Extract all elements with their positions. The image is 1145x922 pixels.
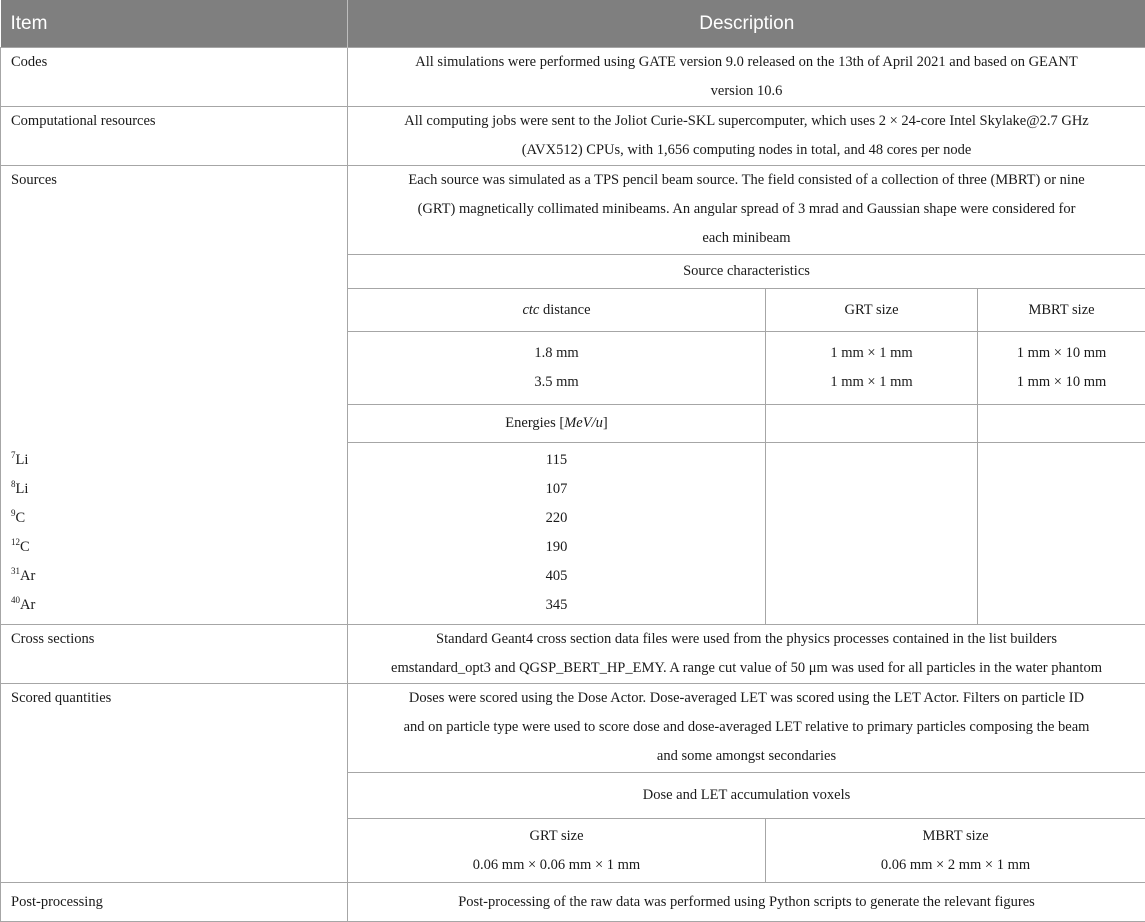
energy-c9: 220	[348, 504, 765, 533]
energy-li8: 107	[348, 475, 765, 504]
voxel-mbrt	[766, 819, 1145, 883]
energies-label-prefix: Energies [	[505, 415, 564, 431]
energy-li7: 115	[348, 446, 765, 475]
desc-scored-line2: and on particle type were used to score dose and dose-averaged LET relative to primary particles composing the beam	[354, 713, 1139, 742]
col-ctc-distance	[348, 289, 766, 332]
table-row-ions	[1, 443, 1145, 625]
energies-label	[348, 405, 766, 443]
ion-c9-mass: 9	[11, 508, 16, 518]
desc-sources-line3: each minibeam	[354, 224, 1139, 253]
energies-label-unit: MeV/u	[564, 415, 603, 431]
desc-scored-line3: and some amongst secondaries	[354, 742, 1139, 771]
ions-mbrt-empty	[978, 443, 1145, 625]
table-row-codes	[1, 48, 1145, 107]
table-row-computational	[1, 107, 1145, 166]
desc-scored-quantities	[348, 684, 1145, 773]
energy-values	[348, 443, 766, 625]
ion-c9-symbol: C	[16, 510, 26, 526]
item-codes: Codes	[1, 48, 348, 107]
item-sources: Sources	[1, 166, 348, 443]
desc-sources-line2: (GRT) magnetically collimated minibeams. An angular spread of 3 mrad and Gaussian shape were considered for	[354, 195, 1139, 224]
ion-ar40	[11, 591, 337, 620]
ion-ar31-symbol: Ar	[20, 568, 35, 584]
ion-li7-symbol: Li	[16, 452, 29, 468]
ctc-values	[348, 332, 766, 405]
desc-codes	[348, 48, 1145, 107]
col-grt-size: GRT size	[766, 289, 978, 332]
item-post-processing: Post-processing	[1, 883, 348, 922]
ctc-value-2: 3.5 mm	[348, 368, 765, 397]
ctc-value-1: 1.8 mm	[348, 339, 765, 368]
ion-c12	[11, 533, 337, 562]
ion-c12-symbol: C	[20, 539, 30, 555]
grt-values	[766, 332, 978, 405]
desc-computational-line2: (AVX512) CPUs, with 1,656 computing nodes in total, and 48 cores per node	[354, 136, 1139, 165]
table-row-sources	[1, 166, 1145, 255]
header-row	[1, 0, 1145, 48]
ion-ar31	[11, 562, 337, 591]
desc-cross-line1: Standard Geant4 cross section data files were used from the physics processes contained in the list builders	[354, 625, 1139, 654]
desc-post-processing: Post-processing of the raw data was performed using Python scripts to generate the relevant figures	[348, 883, 1145, 922]
voxel-mbrt-label: MBRT size	[766, 822, 1145, 851]
ion-ar40-symbol: Ar	[20, 597, 35, 613]
energy-c12: 190	[348, 533, 765, 562]
ion-ar40-mass: 40	[11, 595, 20, 605]
col-ctc-italic: ctc	[522, 302, 539, 318]
header-description: Description	[348, 0, 1145, 48]
item-cross-sections: Cross sections	[1, 625, 348, 684]
col-mbrt-size: MBRT size	[978, 289, 1145, 332]
source-characteristics-title: Source characteristics	[348, 255, 1145, 289]
energies-mbrt-empty	[978, 405, 1145, 443]
desc-cross-sections	[348, 625, 1145, 684]
ion-li7-mass: 7	[11, 450, 16, 460]
ion-li8	[11, 475, 337, 504]
desc-scored-line1: Doses were scored using the Dose Actor. Dose-averaged LET was scored using the LET Actor. Filters on particle ID	[354, 684, 1139, 713]
header-item: Item	[1, 0, 348, 48]
desc-computational	[348, 107, 1145, 166]
mbrt-value-1: 1 mm × 10 mm	[978, 339, 1145, 368]
table-row-scored-quantities	[1, 684, 1145, 773]
energies-label-suffix: ]	[603, 415, 608, 431]
voxel-grt-value: 0.06 mm × 0.06 mm × 1 mm	[348, 851, 765, 880]
desc-codes-line2: version 10.6	[354, 77, 1139, 106]
voxel-mbrt-value: 0.06 mm × 2 mm × 1 mm	[766, 851, 1145, 880]
table-row-post-processing	[1, 883, 1145, 922]
mbrt-value-2: 1 mm × 10 mm	[978, 368, 1145, 397]
ion-c9	[11, 504, 337, 533]
desc-sources	[348, 166, 1145, 255]
col-ctc-rest: distance	[539, 302, 590, 318]
table-row-cross-sections	[1, 625, 1145, 684]
voxel-grt-label: GRT size	[348, 822, 765, 851]
item-computational: Computational resources	[1, 107, 348, 166]
ion-ar31-mass: 31	[11, 566, 20, 576]
desc-sources-line1: Each source was simulated as a TPS pencil beam source. The field consisted of a collection of three (MBRT) or nine	[354, 166, 1139, 195]
energy-ar31: 405	[348, 562, 765, 591]
energies-grt-empty	[766, 405, 978, 443]
ion-li8-symbol: Li	[16, 481, 29, 497]
desc-codes-line1: All simulations were performed using GATE version 9.0 released on the 13th of April 2021 and based on GEANT	[354, 48, 1139, 77]
grt-value-1: 1 mm × 1 mm	[766, 339, 977, 368]
grt-value-2: 1 mm × 1 mm	[766, 368, 977, 397]
desc-cross-line2: emstandard_opt3 and QGSP_BERT_HP_EMY. A range cut value of 50 μm was used for all particles in the water phantom	[354, 654, 1139, 683]
ion-list	[1, 443, 348, 625]
mbrt-values	[978, 332, 1145, 405]
item-scored-quantities: Scored quantities	[1, 684, 348, 883]
ion-li7	[11, 446, 337, 475]
ion-li8-mass: 8	[11, 479, 16, 489]
ion-c12-mass: 12	[11, 537, 20, 547]
energy-ar40: 345	[348, 591, 765, 620]
desc-computational-line1: All computing jobs were sent to the Joliot Curie-SKL supercomputer, which uses 2 × 24-core Intel Skylake@2.7 GHz	[354, 107, 1139, 136]
voxels-title: Dose and LET accumulation voxels	[348, 773, 1145, 819]
ions-grt-empty	[766, 443, 978, 625]
voxel-grt	[348, 819, 766, 883]
